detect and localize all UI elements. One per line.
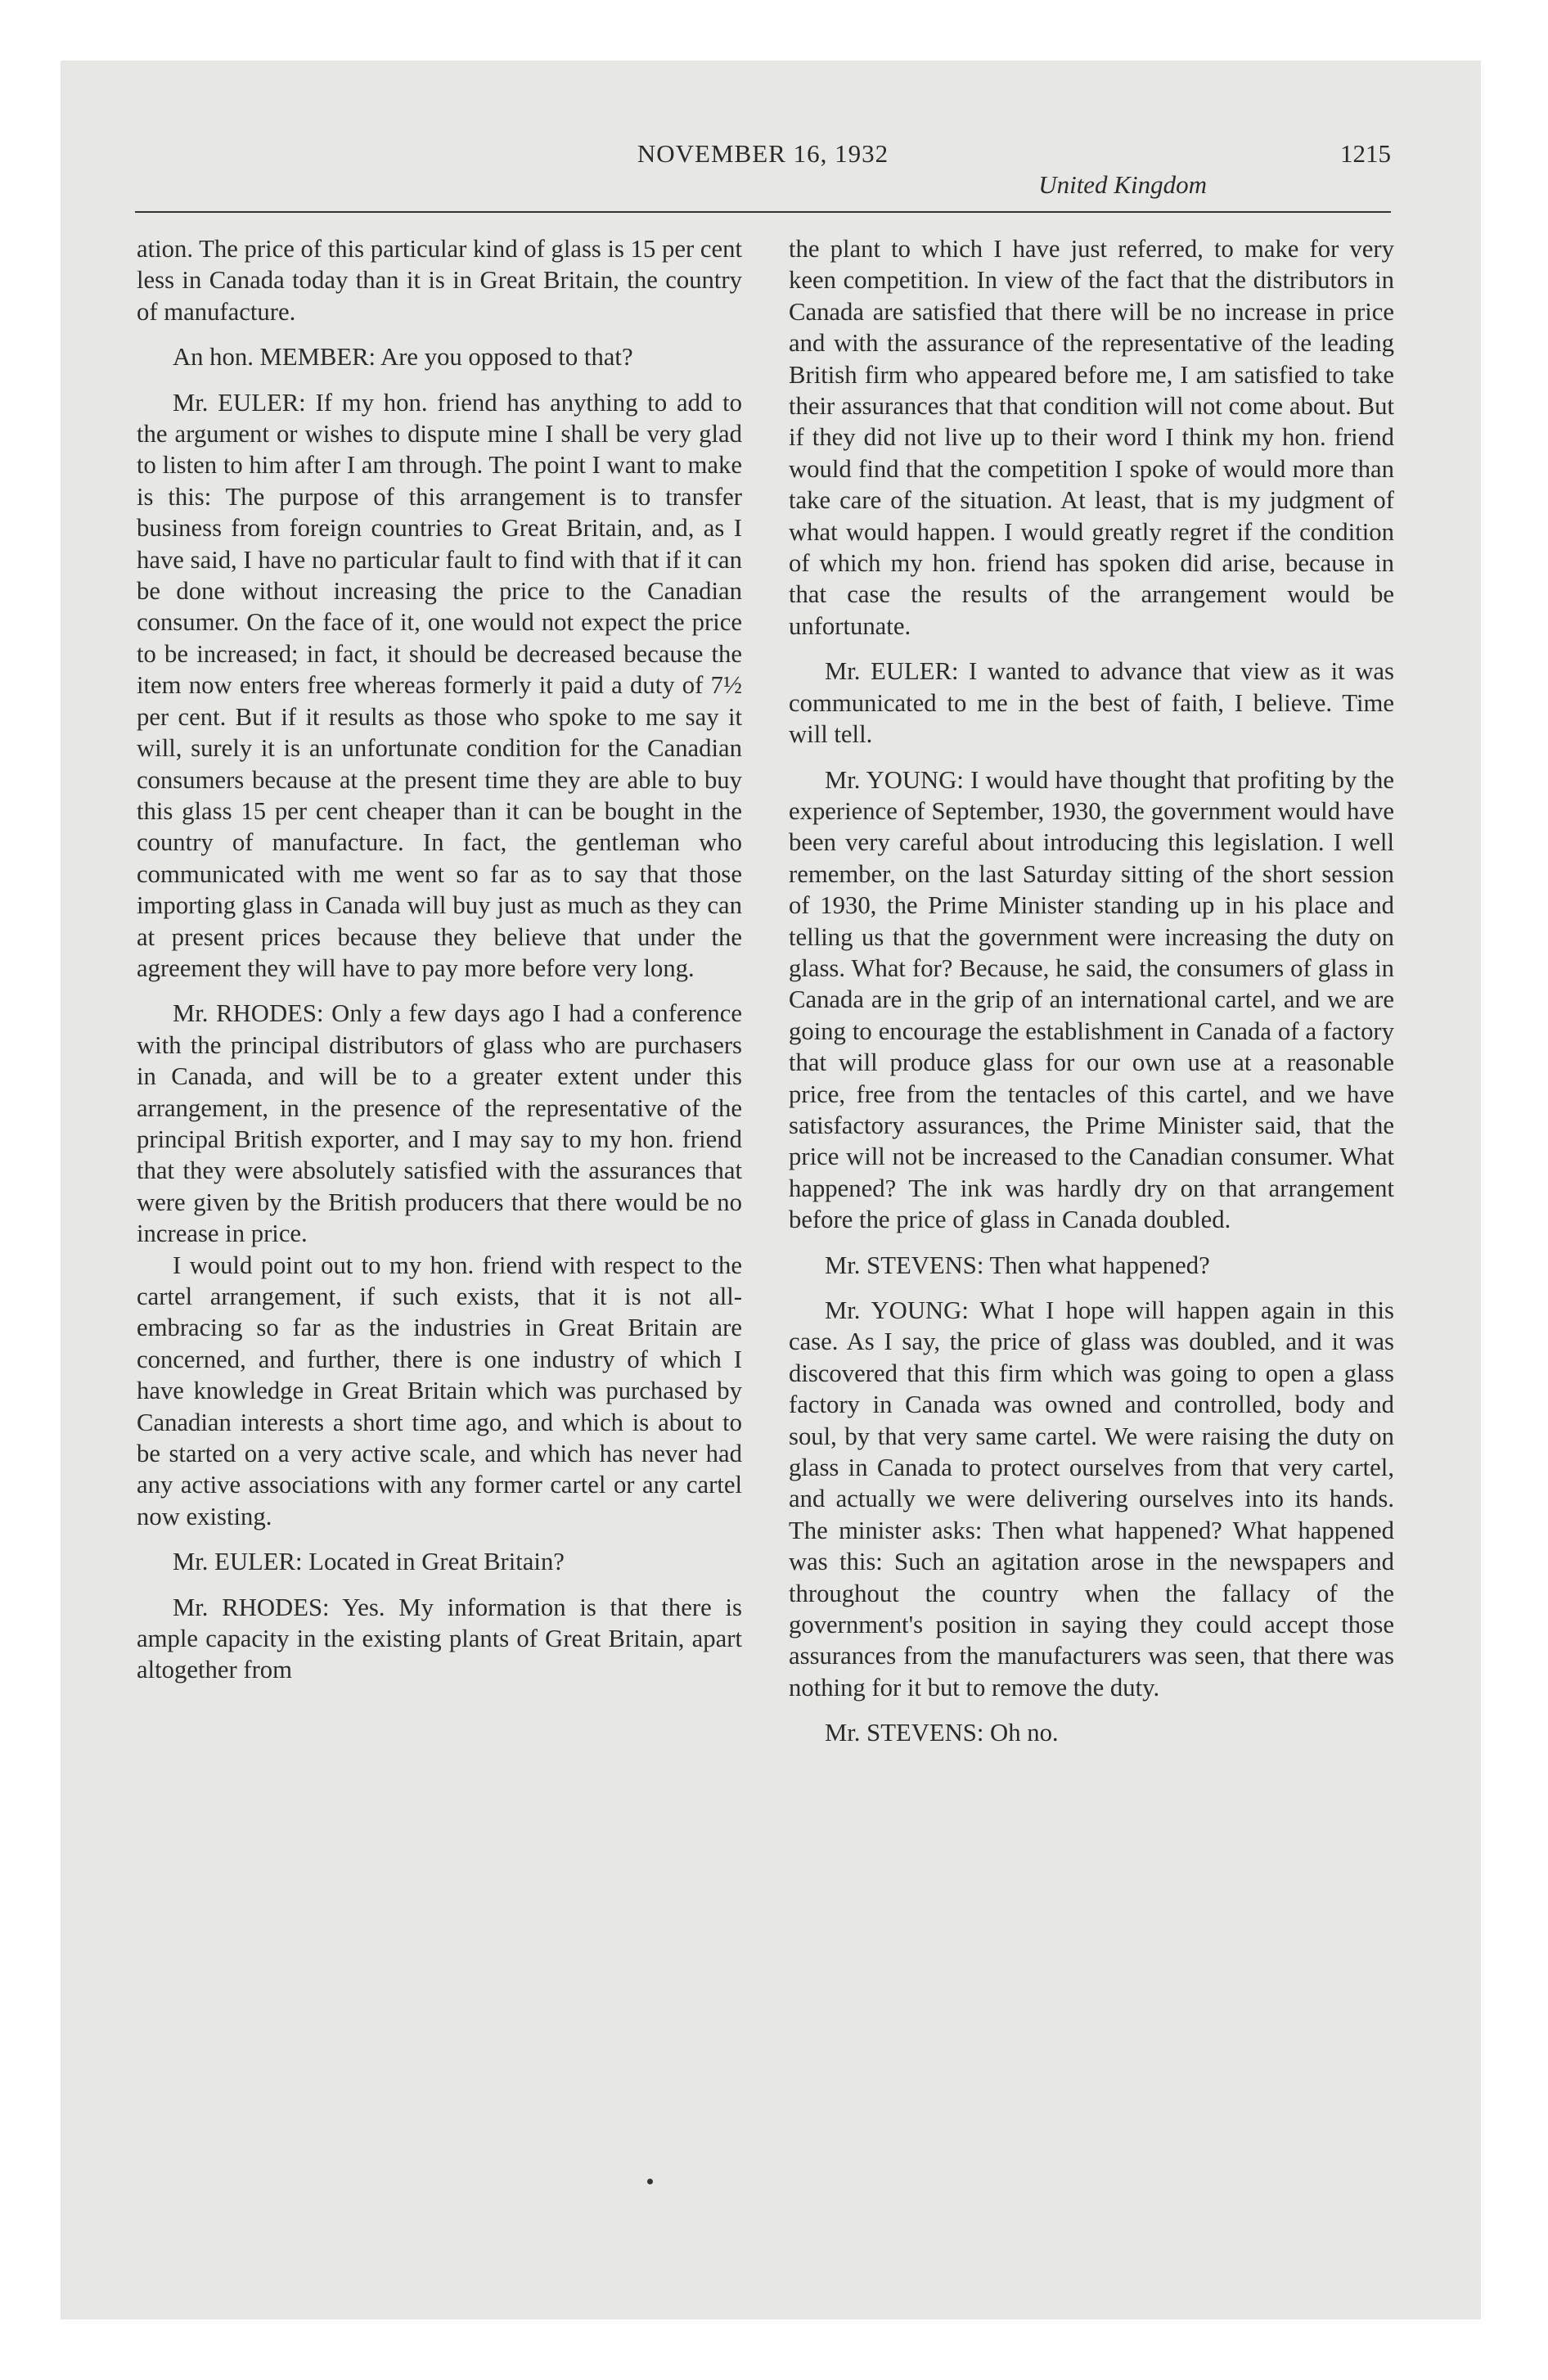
- footer-dot: [647, 2179, 653, 2184]
- paragraph: Mr. RHODES: Yes. My information is that there is ample capacity in the existing plants of Great Britain, apart altogether from: [137, 1593, 742, 1684]
- paragraph: the plant to which I have just referred, to make for very keen competition. In view of the fact that the distributors in Canada are satisfied that there will be no increase in price and with the assurance of the representative of the leading British firm who appeared before me, I am satisfied to take their assurances that that condition will not come about. But if they did not live up to their word I think my hon. friend would find that the competition I spoke of would more than take care of the situation. At least, that is my judgment of what would happen. I would greatly regret if the condition of which my hon. friend has spoken did arise, because in that case the results of the arrangement would be unfortunate.: [789, 235, 1394, 640]
- header-rule: [135, 211, 1391, 213]
- paragraph: Mr. YOUNG: I would have thought that profiting by the experience of September, 1930, the government would have been very careful about introducing this legislation. I well remember, on the last Saturday sitting of the short session of 1930, the Prime Minister standing up in his place and telling us that the government were increasing the duty on glass. What for? Because, he said, the consumers of glass in Canada are in the grip of an international cartel, and we are going to encourage the establishment in Canada of a factory that will produce glass for our own use at a reasonable price, free from the tentacles of this cartel, and we have satisfactory assurances, the Prime Minister said, that the price will not be increased to the Canadian consumer. What happened? The ink was hardly dry on that arrangement before the price of glass in Canada doubled.: [789, 765, 1394, 1234]
- paragraph: Mr. RHODES: Only a few days ago I had a conference with the principal distributors of glass who are purchasers in Canada, and will be to a greater extent under this arrangement, in the presence of the representative of the principal British exporter, and I may say to my hon. friend that they were absolutely satisfied with the assurances that were given by the British producers that there would be no increase in price.: [137, 999, 742, 1248]
- paragraph: I would point out to my hon. friend with respect to the cartel arrangement, if such exists, that it is not all-embracing so far as the industries in Great Britain are concerned, and further, there is one industry of which I have knowledge in Great Britain which was purchased by Canadian interests a short time ago, and which is about to be started on a very active scale, and which has never had any active associations with any former cartel or any cartel now existing.: [137, 1251, 742, 1530]
- paragraph: An hon. MEMBER: Are you opposed to that?: [173, 343, 633, 372]
- right-column: [789, 233, 1394, 1749]
- paragraph: Mr. EULER: Located in Great Britain?: [173, 1548, 565, 1576]
- page-header: [135, 139, 1391, 205]
- paragraph: Mr. EULER: If my hon. friend has anything to add to the argument or wishes to dispute mine I shall be very glad to listen to him after I am through. The point I want to make is this: The purpose of this arrangement is to transfer business from foreign countries to Great Britain, and, as I have said, I have no particular fault to find with that if it can be done without increasing the price to the Canadian consumer. On the face of it, one would not expect the price to be increased; in fact, it should be decreased because the item now enters free whereas formerly it paid a duty of 7½ per cent. But if it results as those who spoke to me say it will, surely it is an unfortunate condition for the Canadian consumers because at the present time they are able to buy this glass 15 per cent cheaper than it can be bought in the country of manufacture. In fact, the gentleman who communicated with me went so far as to say that those importing glass in Canada will buy just as much as they can at present prices because they believe that under the agreement they will have to pay more before very long.: [137, 388, 742, 982]
- header-page-number: 1215: [1340, 139, 1391, 168]
- paragraph: Mr. STEVENS: Oh no.: [825, 1719, 1059, 1747]
- paragraph: Mr. EULER: I wanted to advance that view as it was communicated to me in the best of faith, I believe. Time will tell.: [789, 657, 1394, 749]
- left-column: [137, 233, 742, 1686]
- paragraph: ation. The price of this particular kind of glass is 15 per cent less in Canada today than it is in Great Britain, the country of manufacture.: [137, 235, 742, 326]
- paragraph: Mr. STEVENS: Then what happened?: [825, 1251, 1210, 1279]
- paragraph: Mr. YOUNG: What I hope will happen again in this case. As I say, the price of glass was doubled, and it was discovered that this firm which was going to open a glass factory in Canada was owned and controlled, body and soul, by that very same cartel. We were raising the duty on glass in Canada to protect ourselves from that very cartel, and actually we were delivering ourselves into its hands. The minister asks: Then what happened? What happened was this: Such an agitation arose in the newspapers and throughout the country when the fallacy of the government's position in saying they could accept those assurances from the manufacturers was seen, that there was nothing for it but to remove the duty.: [789, 1296, 1394, 1702]
- header-date: NOVEMBER 16, 1932: [637, 139, 889, 168]
- header-section-title: United Kingdom: [1038, 170, 1207, 199]
